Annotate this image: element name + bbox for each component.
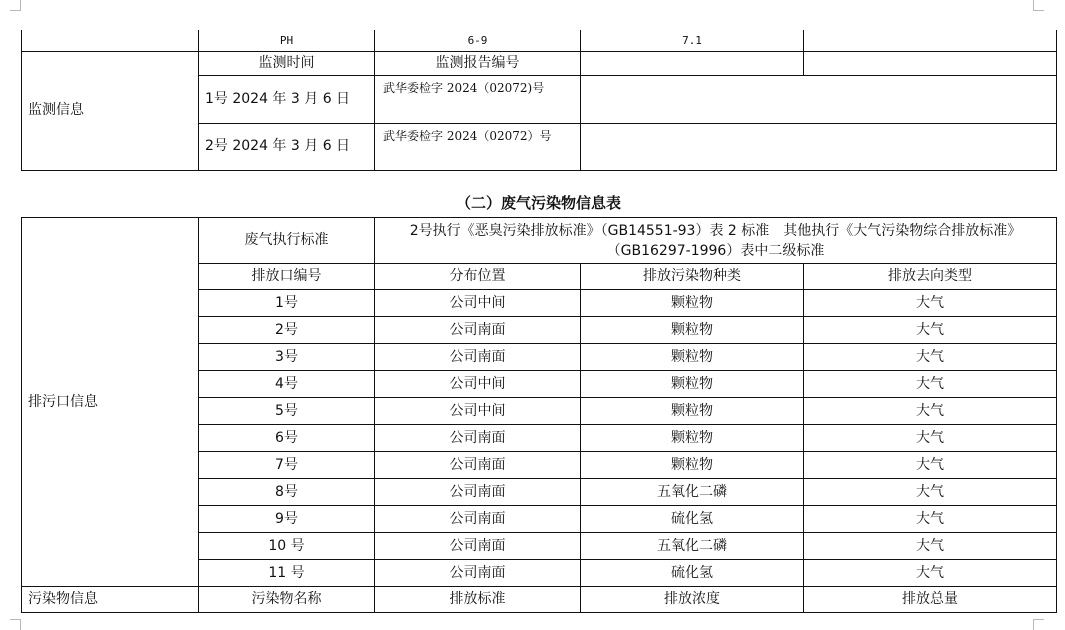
ph-name: PH xyxy=(199,30,375,51)
pollutant-type: 颗粒物 xyxy=(581,371,804,398)
blank-cell xyxy=(804,30,1057,51)
pollutant-type: 颗粒物 xyxy=(581,344,804,371)
discharge-destination: 大气 xyxy=(804,290,1057,317)
outlet-location: 公司中间 xyxy=(375,371,581,398)
monitoring-report-number: 武华委检字 2024（02072）号 xyxy=(375,123,581,170)
outlet-location: 公司南面 xyxy=(375,452,581,479)
ph-limit: 6-9 xyxy=(375,30,581,51)
monitoring-time-header: 监测时间 xyxy=(199,51,375,75)
discharge-destination-header: 排放去向类型 xyxy=(804,264,1057,290)
outlet-location: 公司南面 xyxy=(375,344,581,371)
blank-cell xyxy=(804,51,1057,75)
outlet-number: 10 号 xyxy=(199,533,375,560)
discharge-destination: 大气 xyxy=(804,398,1057,425)
outlet-number: 2号 xyxy=(199,317,375,344)
ph-value: 7.1 xyxy=(581,30,804,51)
pollutant-type: 硫化氢 xyxy=(581,506,804,533)
outlet-location: 公司南面 xyxy=(375,425,581,452)
blank-cell xyxy=(22,30,199,51)
pollutant-name-header: 污染物名称 xyxy=(199,587,375,613)
outlet-number: 9号 xyxy=(199,506,375,533)
outlet-location: 公司南面 xyxy=(375,533,581,560)
standard-label: 废气执行标准 xyxy=(199,218,375,264)
discharge-destination: 大气 xyxy=(804,506,1057,533)
outlet-location: 公司南面 xyxy=(375,479,581,506)
pollutant-type: 颗粒物 xyxy=(581,290,804,317)
discharge-destination: 大气 xyxy=(804,317,1057,344)
pollutant-type: 五氧化二磷 xyxy=(581,479,804,506)
monitoring-header-row xyxy=(22,51,1057,75)
blank-cell xyxy=(581,51,804,75)
outlet-number: 3号 xyxy=(199,344,375,371)
blank-cell xyxy=(581,123,1057,170)
ph-row xyxy=(22,30,1057,51)
page-corner-mark-top-left xyxy=(10,0,21,11)
discharge-destination: 大气 xyxy=(804,560,1057,587)
emission-standard-header: 排放标准 xyxy=(375,587,581,613)
monitoring-info-table xyxy=(21,30,1057,171)
pollutant-type: 颗粒物 xyxy=(581,425,804,452)
discharge-destination: 大气 xyxy=(804,452,1057,479)
monitoring-report-header: 监测报告编号 xyxy=(375,51,581,75)
outlet-location: 公司中间 xyxy=(375,398,581,425)
outlet-number: 8号 xyxy=(199,479,375,506)
outlet-info-label: 排污口信息 xyxy=(22,218,199,587)
outlet-location: 公司南面 xyxy=(375,506,581,533)
monitoring-report-number: 武华委检字 2024（02072)号 xyxy=(375,75,581,123)
page-corner-mark-bottom-right xyxy=(1033,619,1044,630)
discharge-destination: 大气 xyxy=(804,425,1057,452)
pollutant-type: 颗粒物 xyxy=(581,317,804,344)
outlet-number: 4号 xyxy=(199,371,375,398)
monitoring-info-label: 监测信息 xyxy=(22,51,199,170)
outlet-number: 7号 xyxy=(199,452,375,479)
outlet-number-header: 排放口编号 xyxy=(199,264,375,290)
section-title: （二）废气污染物信息表 xyxy=(455,194,621,212)
standard-row xyxy=(22,218,1057,264)
location-header: 分布位置 xyxy=(375,264,581,290)
pollutant-info-label: 污染物信息 xyxy=(22,587,199,613)
emission-concentration-header: 排放浓度 xyxy=(581,587,804,613)
outlet-number: 6号 xyxy=(199,425,375,452)
discharge-destination: 大气 xyxy=(804,344,1057,371)
pollutant-type-header: 排放污染物种类 xyxy=(581,264,804,290)
discharge-destination: 大气 xyxy=(804,533,1057,560)
outlet-location: 公司中间 xyxy=(375,290,581,317)
discharge-destination: 大气 xyxy=(804,371,1057,398)
pollutant-header-row xyxy=(22,587,1057,613)
outlet-number: 5号 xyxy=(199,398,375,425)
pollutant-type: 硫化氢 xyxy=(581,560,804,587)
outlet-location: 公司南面 xyxy=(375,560,581,587)
outlet-number: 11 号 xyxy=(199,560,375,587)
monitoring-time: 1号 2024 年 3 月 6 日 xyxy=(199,75,375,123)
page-corner-mark-bottom-left xyxy=(10,619,21,630)
pollutant-type: 颗粒物 xyxy=(581,452,804,479)
discharge-destination: 大气 xyxy=(804,479,1057,506)
pollutant-type: 五氧化二磷 xyxy=(581,533,804,560)
monitoring-time: 2号 2024 年 3 月 6 日 xyxy=(199,123,375,170)
pollutant-type: 颗粒物 xyxy=(581,398,804,425)
standard-text: 2号执行《恶臭污染排放标准》（GB14551-93）表 2 标准 其他执行《大气污染物综合排放标准》（GB16297-1996）表中二级标准 xyxy=(375,218,1057,264)
page-corner-mark-top-right xyxy=(1033,0,1044,11)
emission-total-header: 排放总量 xyxy=(804,587,1057,613)
blank-cell xyxy=(581,75,1057,123)
exhaust-gas-info-table xyxy=(21,217,1057,613)
outlet-number: 1号 xyxy=(199,290,375,317)
outlet-location: 公司南面 xyxy=(375,317,581,344)
